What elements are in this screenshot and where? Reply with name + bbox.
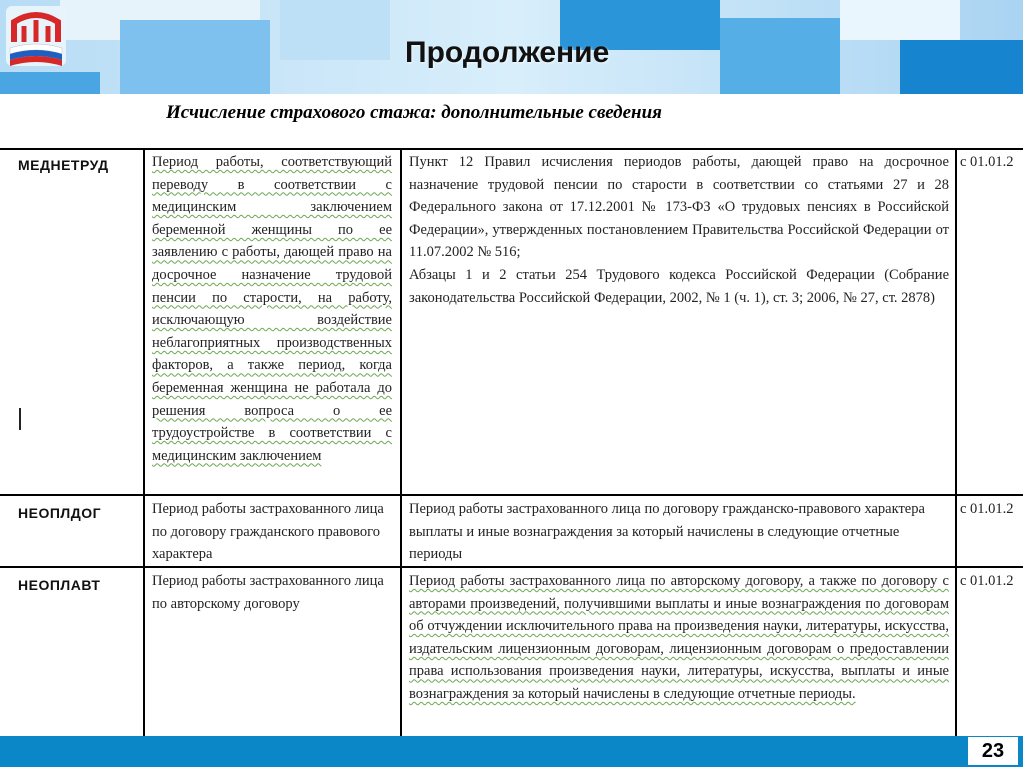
row-date: с 01.01.2 xyxy=(960,501,1014,517)
column-divider xyxy=(143,148,145,736)
row-description: Период работы, соответствующий переводу в соответствии с медицинским заключением беременной женщины по ее заявлению с работы, дающей право на досрочное назначение трудовой пенсии по старости, на работу, исключающую воздействие неблагоприятных производственных факторов, а также период, когда беременная женщина не работала до решения вопроса о ее трудоустройстве в соответствии с медицинским заключением xyxy=(152,154,392,464)
row-code: НЕОПЛАВТ xyxy=(18,577,101,593)
text-cursor xyxy=(19,408,21,430)
row-divider xyxy=(0,494,1023,496)
row-description: Период работы застрахованного лица по договору гражданского правового характера xyxy=(152,501,384,563)
row-date: с 01.01.2 xyxy=(960,573,1014,589)
row-basis xyxy=(409,151,949,309)
footer-bar xyxy=(0,736,1023,767)
row-basis-paragraph: Абзацы 1 и 2 статьи 254 Трудового кодекса Российской Федерации (Собрание законодательства Российской Федерации, 2002, № 1 (ч. 1), ст. 3; 2006, № 27, ст. 2878) xyxy=(409,266,949,306)
row-code: НЕОПЛДОГ xyxy=(18,505,102,521)
row-date: с 01.01.2 xyxy=(960,154,1014,170)
row-basis-paragraph: Пункт 12 Правил исчисления периодов работы, дающей право на досрочное назначение трудовой пенсии по старости в соответствии со статьями 27 и 28 Федерального закона от 17.12.2001 № 173-ФЗ «О трудовых пенсиях в Российской Федерации», утвержденных постановлением Правительства Российской Федерации от 11.07.2002 № 516; xyxy=(409,154,949,261)
column-divider xyxy=(400,148,402,736)
pfr-logo-icon xyxy=(4,4,68,68)
row-divider xyxy=(0,566,1023,568)
row-basis: Период работы застрахованного лица по договору гражданско-правового характера выплаты и иные вознаграждения за который начислены в следующие отчетные периоды xyxy=(409,501,925,563)
row-code: МЕДНЕТРУД xyxy=(18,157,109,173)
page-number: 23 xyxy=(968,737,1018,765)
row-basis: Период работы застрахованного лица по авторскому договору, а также по договору с авторами произведений, получившими выплаты и иные вознаграждения по договорам об отчуждении исключительного права на произведения науки, литературы, искусства, издательским лицензионным договорам, лицензионным договорам о предоставлении права использования произведения науки, литературы, искусства, выплаты и иные вознаграждения за который начислены в следующие отчетные периоды. xyxy=(409,573,949,702)
table-top-border xyxy=(0,148,1023,150)
page-title: Продолжение xyxy=(405,36,610,69)
row-description: Период работы застрахованного лица по авторскому договору xyxy=(152,573,384,612)
document-scan xyxy=(0,94,1023,736)
document-subtitle: Исчисление страхового стажа: дополнительные сведения xyxy=(166,102,662,123)
column-divider xyxy=(955,148,957,736)
